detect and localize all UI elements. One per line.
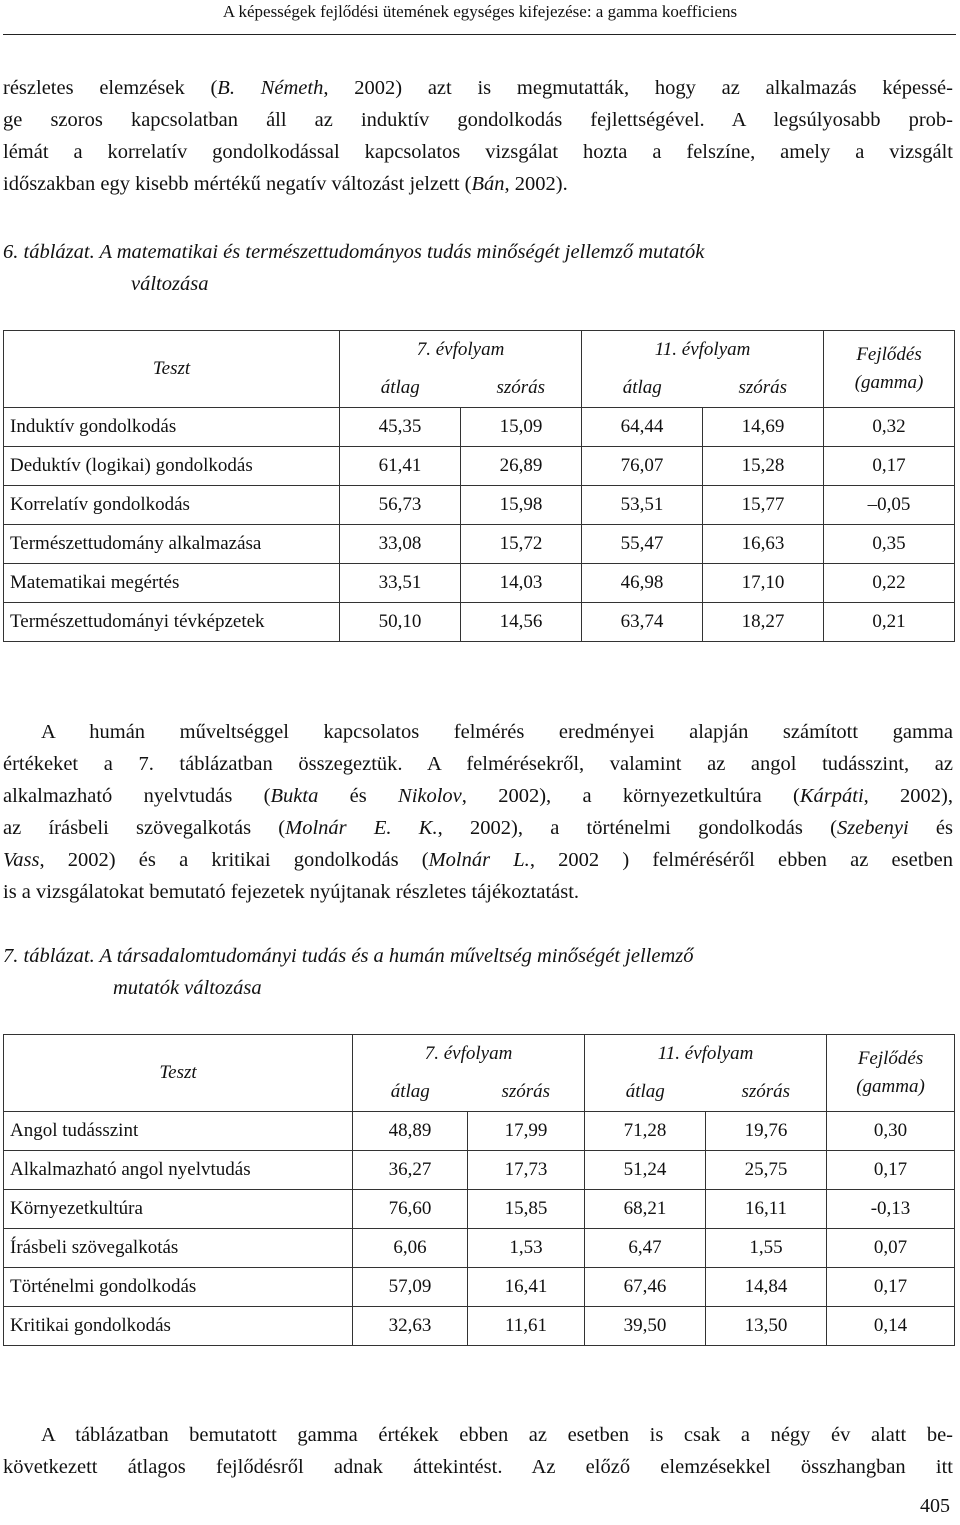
table-6 <box>3 330 955 642</box>
table6-caption <box>3 236 953 300</box>
header-mean: átlag <box>340 369 461 408</box>
cell-value: 50,10 <box>340 603 461 642</box>
cell-value: 64,44 <box>582 408 703 447</box>
row-label: Matematikai megértés <box>4 564 340 603</box>
header-mean: átlag <box>582 369 703 408</box>
table-row <box>4 1190 955 1229</box>
table-7 <box>3 1034 955 1346</box>
header-gamma <box>824 331 955 408</box>
paragraph-line: lémát a korrelatív gondolkodással kapcsolatos vizsgálat hozta a felszíne, amely a vizsgált <box>3 141 953 163</box>
cell-value: 13,50 <box>706 1307 827 1346</box>
paragraph-line: A humán műveltséggel kapcsolatos felmérés eredményei alapján számított gamma <box>41 721 953 743</box>
paragraph-line: részletes elemzések (B. Németh, 2002) azt is megmutatták, hogy az alkalmazás képessé- <box>3 77 953 99</box>
cell-value: 16,11 <box>706 1190 827 1229</box>
table7-caption <box>3 940 953 1004</box>
paragraph-line: alkalmazható nyelvtudás (Bukta és Nikolov, 2002), a környezetkultúra (Kárpáti, 2002), <box>3 785 954 807</box>
row-label: Induktív gondolkodás <box>4 408 340 447</box>
cell-value: 56,73 <box>340 486 461 525</box>
cell-value: 19,76 <box>706 1112 827 1151</box>
table-row <box>4 525 955 564</box>
cell-value: 0,17 <box>827 1268 955 1307</box>
header-sd: szórás <box>468 1073 585 1112</box>
row-label: Deduktív (logikai) gondolkodás <box>4 447 340 486</box>
cell-value: 51,24 <box>585 1151 706 1190</box>
cell-value: 71,28 <box>585 1112 706 1151</box>
row-label: Természettudomány alkalmazása <box>4 525 340 564</box>
cell-value: 33,51 <box>340 564 461 603</box>
header-gamma-line2: (gamma) <box>856 1076 925 1097</box>
cell-value: 17,99 <box>468 1112 585 1151</box>
cell-value: 15,98 <box>461 486 582 525</box>
row-label: Kritikai gondolkodás <box>4 1307 353 1346</box>
paragraph-line: értékeket a 7. táblázatban összegeztük. A felmérésekről, valamint az angol tudásszint, az <box>3 753 953 775</box>
cell-value: 18,27 <box>703 603 824 642</box>
header-sd: szórás <box>461 369 582 408</box>
paragraph-line: is a vizsgálatokat bemutató fejezetek nyújtanak részletes tájékoztatást. <box>3 881 580 903</box>
header-grade7: 7. évfolyam <box>340 331 582 370</box>
header-gamma <box>827 1035 955 1112</box>
cell-value: 0,32 <box>824 408 955 447</box>
paragraph-2 <box>3 716 953 908</box>
header-grade7: 7. évfolyam <box>353 1035 585 1074</box>
cell-value: 14,56 <box>461 603 582 642</box>
cell-value: 32,63 <box>353 1307 468 1346</box>
header-gamma-line1: Fejlődés <box>856 344 922 365</box>
cell-value: 48,89 <box>353 1112 468 1151</box>
header-test: Teszt <box>4 1035 353 1112</box>
row-label: Környezetkultúra <box>4 1190 353 1229</box>
cell-value: -0,13 <box>827 1190 955 1229</box>
cell-value: 6,06 <box>353 1229 468 1268</box>
table7-caption-line2: mutatók változása <box>113 977 262 999</box>
table-row <box>4 486 955 525</box>
cell-value: 36,27 <box>353 1151 468 1190</box>
table6-caption-line1: 6. táblázat. A matematikai és természettudományos tudás minőségét jellemző mutatók <box>3 241 705 263</box>
cell-value: 14,69 <box>703 408 824 447</box>
cell-value: 0,17 <box>824 447 955 486</box>
header-sd: szórás <box>706 1073 827 1112</box>
header-gamma-line2: (gamma) <box>854 372 924 393</box>
table-row <box>4 564 955 603</box>
paragraph-3 <box>3 1419 953 1483</box>
header-sd: szórás <box>703 369 824 408</box>
cell-value: 63,74 <box>582 603 703 642</box>
cell-value: 15,72 <box>461 525 582 564</box>
header-mean: átlag <box>353 1073 468 1112</box>
table6-caption-line2: változása <box>131 273 209 295</box>
cell-value: 76,07 <box>582 447 703 486</box>
cell-value: 14,03 <box>461 564 582 603</box>
cell-value: 33,08 <box>340 525 461 564</box>
table-row <box>4 1229 955 1268</box>
table-row <box>4 447 955 486</box>
paragraph-line: következett átlagos fejlődésről adnak áttekintést. Az előző elemzésekkel összhangban itt <box>3 1456 953 1478</box>
cell-value: 46,98 <box>582 564 703 603</box>
table-row <box>4 1268 955 1307</box>
header-grade11: 11. évfolyam <box>582 331 824 370</box>
row-label: Természettudományi tévképzetek <box>4 603 340 642</box>
table-row <box>4 603 955 642</box>
cell-value: 1,53 <box>468 1229 585 1268</box>
cell-value: 15,77 <box>703 486 824 525</box>
cell-value: 1,55 <box>706 1229 827 1268</box>
cell-value: 15,28 <box>703 447 824 486</box>
paragraph-line: ge szoros kapcsolatban áll az induktív gondolkodás fejlettségével. A legsúlyosabb prob- <box>3 109 953 131</box>
paragraph-line: A táblázatban bemutatott gamma értékek ebben az esetben is csak a négy év alatt be- <box>41 1424 953 1446</box>
cell-value: 57,09 <box>353 1268 468 1307</box>
header-mean: átlag <box>585 1073 706 1112</box>
cell-value: 14,84 <box>706 1268 827 1307</box>
cell-value: 16,41 <box>468 1268 585 1307</box>
header-rule <box>3 34 956 35</box>
cell-value: 25,75 <box>706 1151 827 1190</box>
cell-value: 17,10 <box>703 564 824 603</box>
cell-value: –0,05 <box>824 486 955 525</box>
cell-value: 55,47 <box>582 525 703 564</box>
row-label: Alkalmazható angol nyelvtudás <box>4 1151 353 1190</box>
table-row <box>4 1307 955 1346</box>
row-label: Angol tudásszint <box>4 1112 353 1151</box>
paragraph-line: az írásbeli szövegalkotás (Molnár E. K., 2002), a történelmi gondolkodás (Szebenyi és <box>3 817 954 839</box>
row-label: Történelmi gondolkodás <box>4 1268 353 1307</box>
table-row <box>4 1112 955 1151</box>
running-header: A képességek fejlődési ütemének egységes kifejezése: a gamma koefficiens <box>222 2 738 21</box>
cell-value: 53,51 <box>582 486 703 525</box>
cell-value: 0,17 <box>827 1151 955 1190</box>
row-label: Írásbeli szövegalkotás <box>4 1229 353 1268</box>
cell-value: 0,14 <box>827 1307 955 1346</box>
cell-value: 15,09 <box>461 408 582 447</box>
header-test: Teszt <box>4 331 340 408</box>
cell-value: 17,73 <box>468 1151 585 1190</box>
row-label: Korrelatív gondolkodás <box>4 486 340 525</box>
cell-value: 26,89 <box>461 447 582 486</box>
cell-value: 11,61 <box>468 1307 585 1346</box>
cell-value: 0,22 <box>824 564 955 603</box>
cell-value: 67,46 <box>585 1268 706 1307</box>
cell-value: 68,21 <box>585 1190 706 1229</box>
header-grade11: 11. évfolyam <box>585 1035 827 1074</box>
cell-value: 0,30 <box>827 1112 955 1151</box>
cell-value: 76,60 <box>353 1190 468 1229</box>
cell-value: 61,41 <box>340 447 461 486</box>
cell-value: 6,47 <box>585 1229 706 1268</box>
header-gamma-line1: Fejlődés <box>857 1048 924 1069</box>
cell-value: 39,50 <box>585 1307 706 1346</box>
cell-value: 16,63 <box>703 525 824 564</box>
cell-value: 15,85 <box>468 1190 585 1229</box>
cell-value: 0,21 <box>824 603 955 642</box>
table-row <box>4 1151 955 1190</box>
table7-caption-line1: 7. táblázat. A társadalomtudományi tudás és a humán műveltség minőségét jellemző <box>3 945 694 967</box>
paragraph-1 <box>3 72 953 200</box>
paragraph-line: időszakban egy kisebb mértékű negatív változást jelzett (Bán, 2002). <box>3 173 568 195</box>
paragraph-line: Vass, 2002) és a kritikai gondolkodás (Molnár L., 2002 ) felméréséről ebben az esetben <box>3 849 953 871</box>
cell-value: 0,35 <box>824 525 955 564</box>
table-row <box>4 408 955 447</box>
cell-value: 0,07 <box>827 1229 955 1268</box>
page-number: 405 <box>920 1495 950 1517</box>
cell-value: 45,35 <box>340 408 461 447</box>
